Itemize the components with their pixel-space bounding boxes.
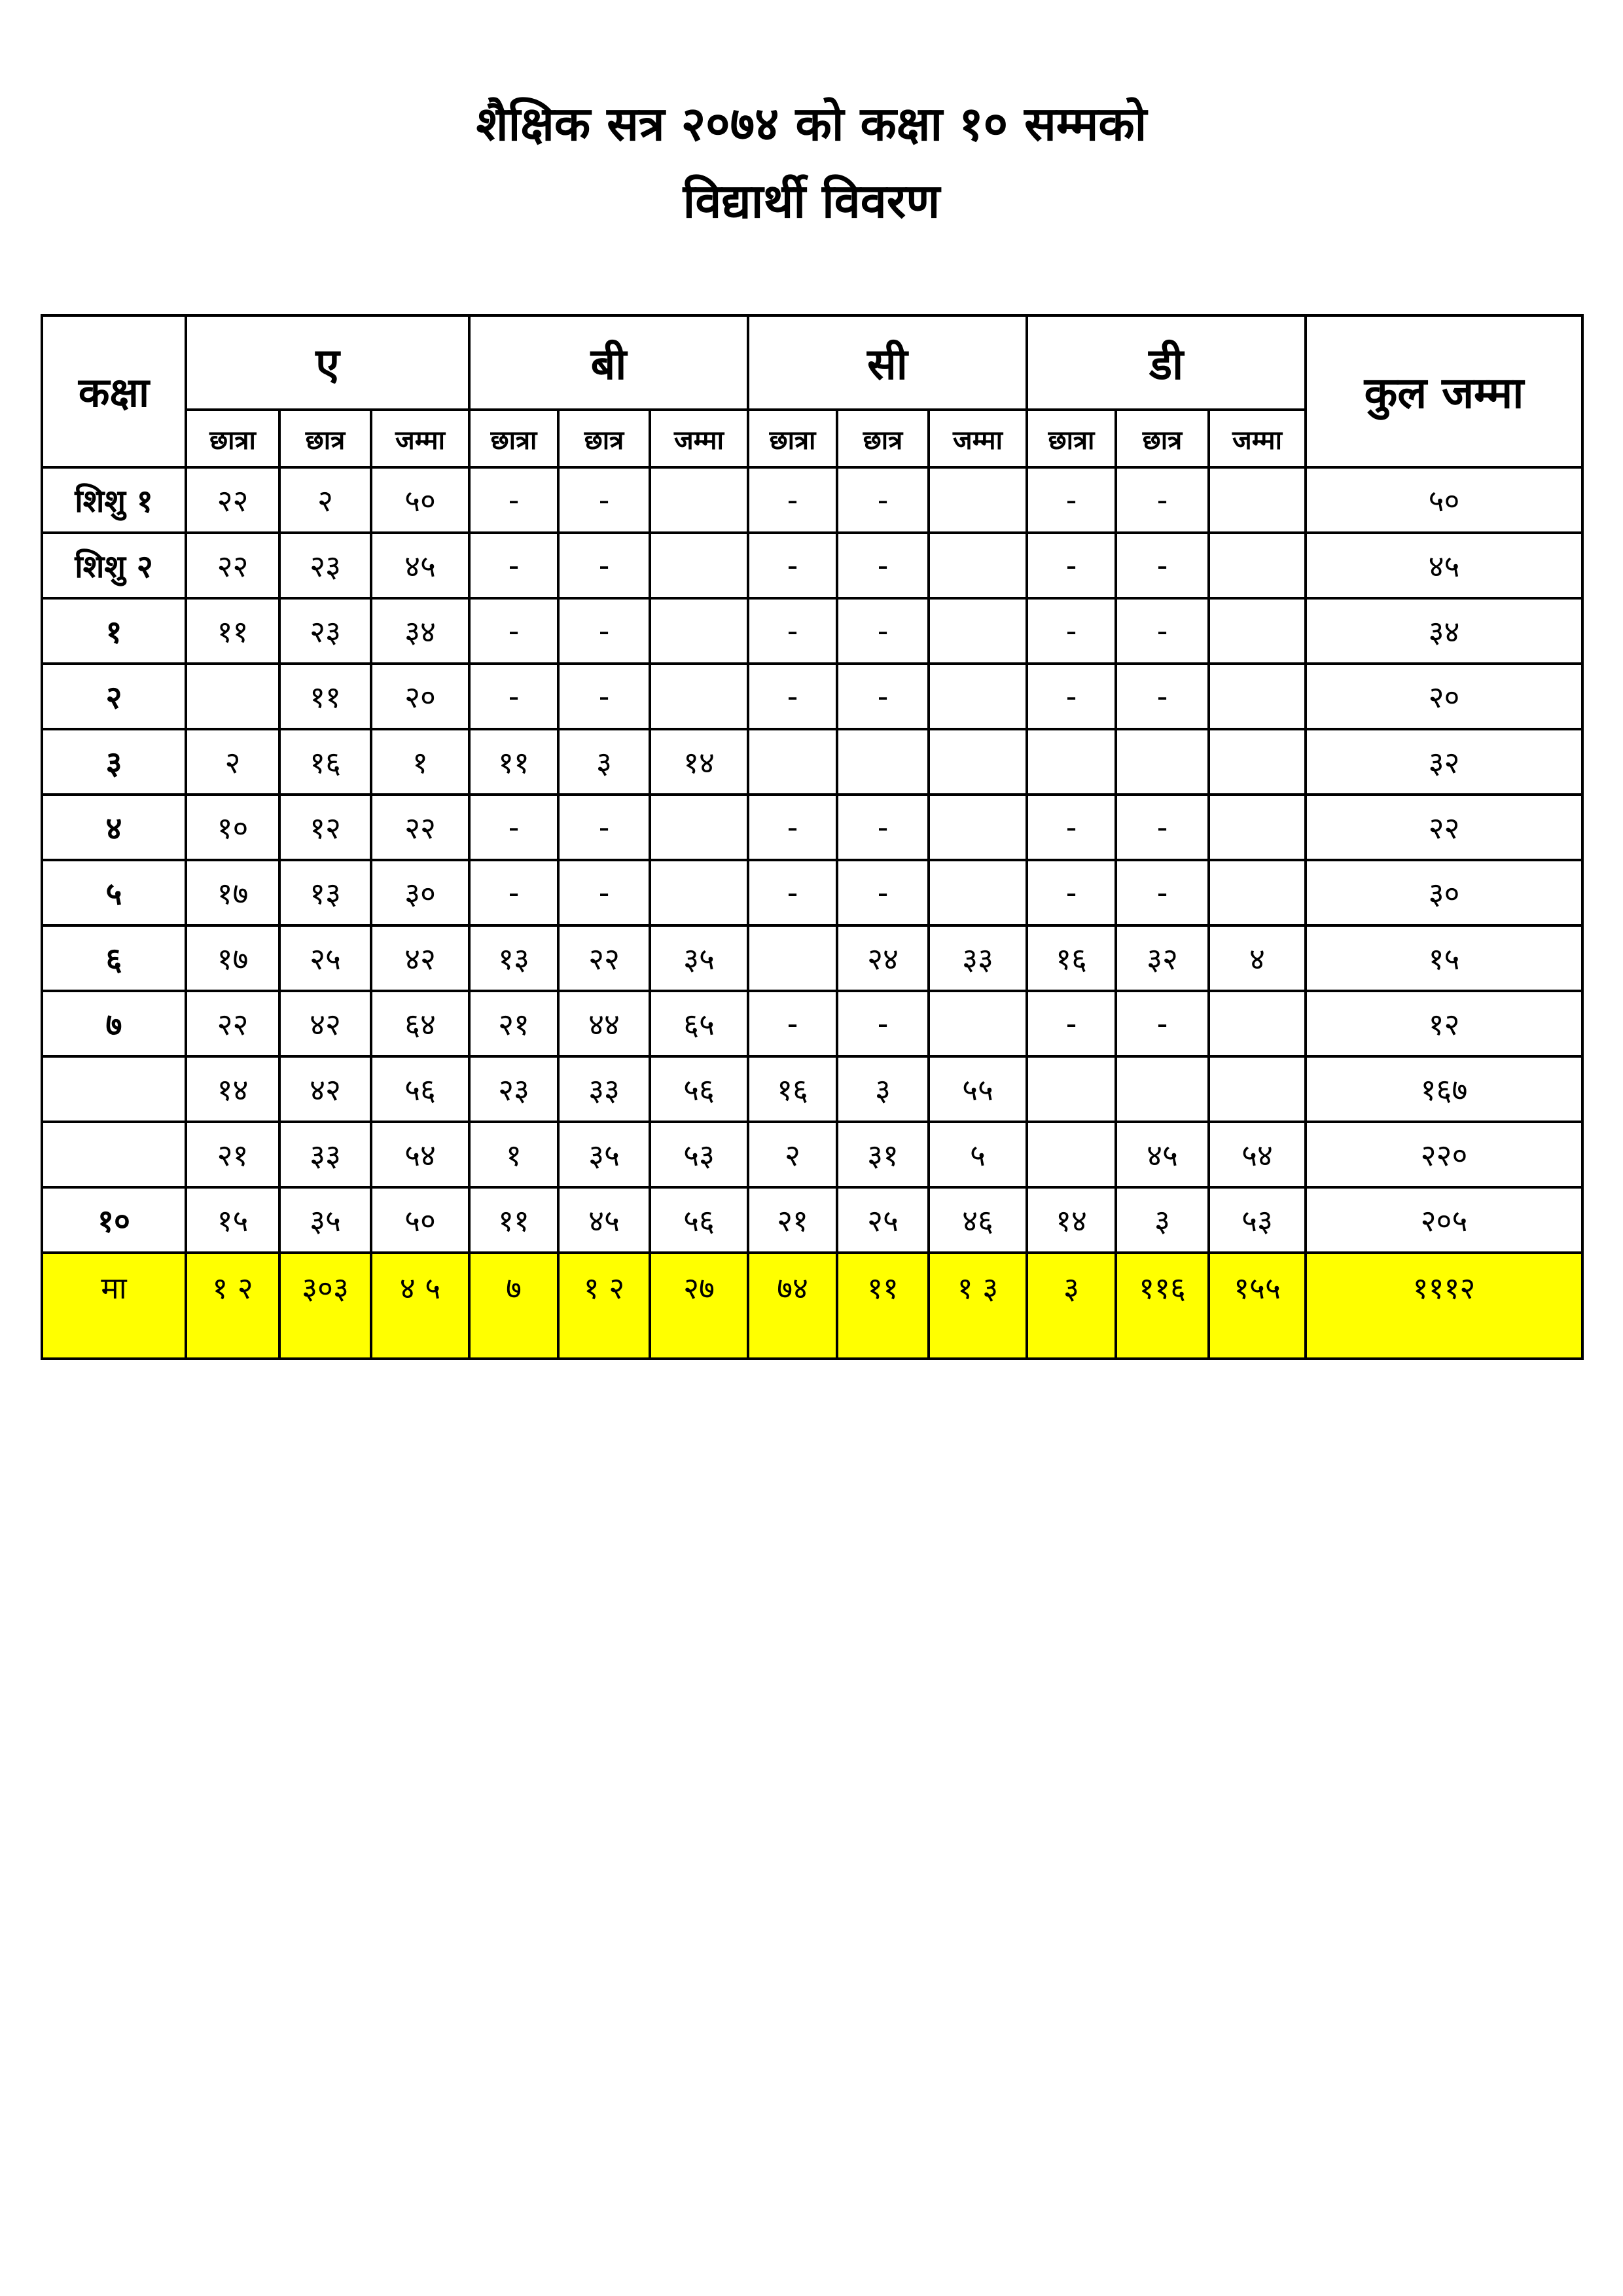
table-cell	[1209, 860, 1306, 925]
table-cell: ५	[929, 1122, 1027, 1187]
table-cell: ३५	[558, 1122, 650, 1187]
table-cell: २२	[186, 991, 279, 1056]
table-cell	[1209, 533, 1306, 598]
table-cell	[650, 467, 748, 533]
table-cell: ३०	[371, 860, 469, 925]
row-total: ३०	[1306, 860, 1582, 925]
class-label: २	[42, 664, 186, 729]
table-cell	[929, 598, 1027, 664]
table-cell: -	[469, 598, 558, 664]
total-cell: ४ ५	[371, 1253, 469, 1359]
table-cell: ३	[837, 1056, 929, 1122]
row-total: २२	[1306, 795, 1582, 860]
table-cell: -	[1027, 467, 1116, 533]
table-cell: -	[748, 598, 837, 664]
table-cell: ५०	[371, 1187, 469, 1253]
table-cell	[1116, 1056, 1209, 1122]
total-cell: ११	[837, 1253, 929, 1359]
table-cell: -	[748, 795, 837, 860]
table-cell: -	[1027, 860, 1116, 925]
row-total: ३४	[1306, 598, 1582, 664]
total-cell: १५५	[1209, 1253, 1306, 1359]
table-cell: २३	[279, 598, 371, 664]
table-cell: -	[1116, 664, 1209, 729]
table-cell	[1209, 729, 1306, 795]
table-cell: ४५	[558, 1187, 650, 1253]
table-cell: -	[748, 664, 837, 729]
table-cell	[1209, 467, 1306, 533]
table-cell: -	[1116, 795, 1209, 860]
total-row-label: मा	[42, 1253, 186, 1359]
table-cell: ४२	[279, 1056, 371, 1122]
table-cell: १६	[748, 1056, 837, 1122]
table-cell: -	[1027, 598, 1116, 664]
row-total: ५०	[1306, 467, 1582, 533]
sub-header-boys: छात्र	[558, 410, 650, 467]
table-cell: -	[748, 860, 837, 925]
table-cell: १४	[186, 1056, 279, 1122]
class-label: ३	[42, 729, 186, 795]
table-cell: -	[1027, 991, 1116, 1056]
total-cell: ७	[469, 1253, 558, 1359]
table-cell: १७	[186, 860, 279, 925]
sub-header-total: जम्मा	[929, 410, 1027, 467]
table-row	[42, 1056, 1582, 1122]
table-cell: -	[558, 598, 650, 664]
table-cell: २	[186, 729, 279, 795]
total-cell: १ ३	[929, 1253, 1027, 1359]
table-cell: -	[748, 991, 837, 1056]
table-cell: २२	[186, 533, 279, 598]
table-cell: ३३	[558, 1056, 650, 1122]
table-cell: -	[558, 795, 650, 860]
table-cell: -	[558, 467, 650, 533]
table-cell: -	[1116, 533, 1209, 598]
table-cell: -	[837, 467, 929, 533]
table-cell	[1027, 729, 1116, 795]
table-cell: -	[558, 860, 650, 925]
table-cell: २१	[186, 1122, 279, 1187]
table-cell: -	[1116, 991, 1209, 1056]
table-cell: ११	[186, 598, 279, 664]
row-total: ४५	[1306, 533, 1582, 598]
class-header: कक्षा	[42, 315, 186, 467]
table-cell	[1209, 991, 1306, 1056]
document-title	[0, 85, 1623, 240]
row-total: १६७	[1306, 1056, 1582, 1122]
table-cell	[650, 664, 748, 729]
table-cell	[748, 729, 837, 795]
table-cell: ११	[279, 664, 371, 729]
table-cell: ६५	[650, 991, 748, 1056]
row-total: ३२	[1306, 729, 1582, 795]
table-cell: ३२	[1116, 925, 1209, 991]
class-label: ७	[42, 991, 186, 1056]
total-cell: ११६	[1116, 1253, 1209, 1359]
table-cell: १४	[650, 729, 748, 795]
class-label	[42, 1056, 186, 1122]
sub-header-total: जम्मा	[371, 410, 469, 467]
table-cell: -	[748, 533, 837, 598]
table-row	[42, 598, 1582, 664]
table-cell: २	[279, 467, 371, 533]
table-cell: ५६	[650, 1187, 748, 1253]
table-cell: -	[1116, 598, 1209, 664]
grand-total-row	[42, 1253, 1582, 1359]
class-label: १	[42, 598, 186, 664]
table-cell: २०	[371, 664, 469, 729]
table-cell: -	[837, 664, 929, 729]
table-cell: ५४	[1209, 1122, 1306, 1187]
table-row	[42, 795, 1582, 860]
table-cell: ३४	[371, 598, 469, 664]
grand-total-value: १११२	[1306, 1253, 1582, 1359]
table-cell	[1027, 1056, 1116, 1122]
table-cell: १३	[469, 925, 558, 991]
table-cell: -	[837, 991, 929, 1056]
table-cell: १७	[186, 925, 279, 991]
table-cell: ५५	[929, 1056, 1027, 1122]
table-cell: ५४	[371, 1122, 469, 1187]
table-cell: -	[837, 795, 929, 860]
table-cell: ५६	[650, 1056, 748, 1122]
table-cell: -	[837, 533, 929, 598]
class-label: शिशु १	[42, 467, 186, 533]
section-header-d: डी	[1027, 315, 1306, 410]
table-cell: ४२	[371, 925, 469, 991]
table-row	[42, 1122, 1582, 1187]
table-cell: १२	[279, 795, 371, 860]
table-cell: १५	[186, 1187, 279, 1253]
table-cell: -	[1116, 467, 1209, 533]
table-cell: १	[371, 729, 469, 795]
table-body	[42, 467, 1582, 1359]
grand-total-header: कुल जम्मा	[1306, 315, 1582, 467]
sub-header-girls: छात्रा	[1027, 410, 1116, 467]
row-total: १५	[1306, 925, 1582, 991]
table-cell: -	[1027, 664, 1116, 729]
table-cell: १०	[186, 795, 279, 860]
table-cell: ४५	[1116, 1122, 1209, 1187]
table-cell: १३	[279, 860, 371, 925]
table-cell: २	[748, 1122, 837, 1187]
table-cell: १	[469, 1122, 558, 1187]
table-cell: -	[469, 467, 558, 533]
sub-header-boys: छात्र	[1116, 410, 1209, 467]
section-header-a: ए	[186, 315, 469, 410]
table-cell: २५	[279, 925, 371, 991]
total-cell: ३०३	[279, 1253, 371, 1359]
table-cell: ४४	[558, 991, 650, 1056]
table-cell	[929, 664, 1027, 729]
table-cell: ३३	[279, 1122, 371, 1187]
table-cell: १४	[1027, 1187, 1116, 1253]
table-cell: -	[748, 467, 837, 533]
row-total: २२०	[1306, 1122, 1582, 1187]
table-cell	[1209, 598, 1306, 664]
table-cell	[1209, 1056, 1306, 1122]
table-cell: -	[837, 598, 929, 664]
table-cell: ११	[469, 729, 558, 795]
class-label: शिशु २	[42, 533, 186, 598]
table-cell: -	[1116, 860, 1209, 925]
class-label: ४	[42, 795, 186, 860]
table-row	[42, 1187, 1582, 1253]
class-label: १०	[42, 1187, 186, 1253]
table-cell: ३	[558, 729, 650, 795]
table-cell	[650, 795, 748, 860]
section-header-c: सी	[748, 315, 1027, 410]
table-row	[42, 860, 1582, 925]
title-line-2: विद्यार्थी विवरण	[683, 173, 940, 228]
table-row	[42, 925, 1582, 991]
table-cell	[929, 795, 1027, 860]
table-cell: २२	[186, 467, 279, 533]
total-cell: ७४	[748, 1253, 837, 1359]
table-cell: ११	[469, 1187, 558, 1253]
section-header-b: बी	[469, 315, 748, 410]
table-cell: २१	[469, 991, 558, 1056]
table-cell: ५३	[1209, 1187, 1306, 1253]
table-cell	[929, 991, 1027, 1056]
table-cell	[1116, 729, 1209, 795]
table-cell	[929, 729, 1027, 795]
table-row	[42, 729, 1582, 795]
table-cell: ३५	[650, 925, 748, 991]
table-cell: -	[1027, 795, 1116, 860]
total-cell: २७	[650, 1253, 748, 1359]
table-cell	[929, 467, 1027, 533]
student-details-table	[41, 314, 1584, 1360]
total-cell: १ २	[186, 1253, 279, 1359]
table-row	[42, 467, 1582, 533]
table-cell	[929, 860, 1027, 925]
total-cell: ३	[1027, 1253, 1116, 1359]
class-label: ५	[42, 860, 186, 925]
table-row	[42, 533, 1582, 598]
title-line-1: शैक्षिक सत्र २०७४ को कक्षा १० सम्मको	[476, 96, 1147, 151]
row-total: २०	[1306, 664, 1582, 729]
table-cell: ५६	[371, 1056, 469, 1122]
table-cell: ४	[1209, 925, 1306, 991]
table-row	[42, 664, 1582, 729]
table-cell: २३	[279, 533, 371, 598]
table-cell: २१	[748, 1187, 837, 1253]
table-cell: १६	[1027, 925, 1116, 991]
table-cell: ६४	[371, 991, 469, 1056]
sub-header-girls: छात्रा	[469, 410, 558, 467]
table-cell	[1209, 664, 1306, 729]
table-cell	[650, 598, 748, 664]
table-cell	[929, 533, 1027, 598]
class-label	[42, 1122, 186, 1187]
table-cell	[1209, 795, 1306, 860]
table-cell: १६	[279, 729, 371, 795]
sub-header-girls: छात्रा	[186, 410, 279, 467]
table-cell: -	[837, 860, 929, 925]
row-total: १२	[1306, 991, 1582, 1056]
table-row	[42, 991, 1582, 1056]
table-cell: २४	[837, 925, 929, 991]
table-cell: २३	[469, 1056, 558, 1122]
sub-header-total: जम्मा	[650, 410, 748, 467]
sub-header-total: जम्मा	[1209, 410, 1306, 467]
sub-header-girls: छात्रा	[748, 410, 837, 467]
table-cell: ३३	[929, 925, 1027, 991]
table-cell: -	[558, 664, 650, 729]
table-cell: २५	[837, 1187, 929, 1253]
class-label: ६	[42, 925, 186, 991]
table-cell: -	[469, 664, 558, 729]
table-cell: -	[558, 533, 650, 598]
table-cell	[748, 925, 837, 991]
row-total: २०५	[1306, 1187, 1582, 1253]
table-cell	[186, 664, 279, 729]
table-cell: ४५	[371, 533, 469, 598]
table-cell: ५०	[371, 467, 469, 533]
table-cell	[837, 729, 929, 795]
table-cell: -	[469, 795, 558, 860]
table-cell: ३५	[279, 1187, 371, 1253]
table-cell: २२	[558, 925, 650, 991]
table-cell: -	[1027, 533, 1116, 598]
table-cell: २२	[371, 795, 469, 860]
sub-header-boys: छात्र	[837, 410, 929, 467]
sub-header-boys: छात्र	[279, 410, 371, 467]
total-cell: १ २	[558, 1253, 650, 1359]
table-cell: ४२	[279, 991, 371, 1056]
table-cell: ४६	[929, 1187, 1027, 1253]
table-cell: ३१	[837, 1122, 929, 1187]
section-header-row	[42, 315, 1582, 410]
table-cell	[1027, 1122, 1116, 1187]
table-cell: -	[469, 860, 558, 925]
table-cell: -	[469, 533, 558, 598]
table-cell	[650, 860, 748, 925]
table-cell	[650, 533, 748, 598]
table-cell: ३	[1116, 1187, 1209, 1253]
table-cell: ५३	[650, 1122, 748, 1187]
